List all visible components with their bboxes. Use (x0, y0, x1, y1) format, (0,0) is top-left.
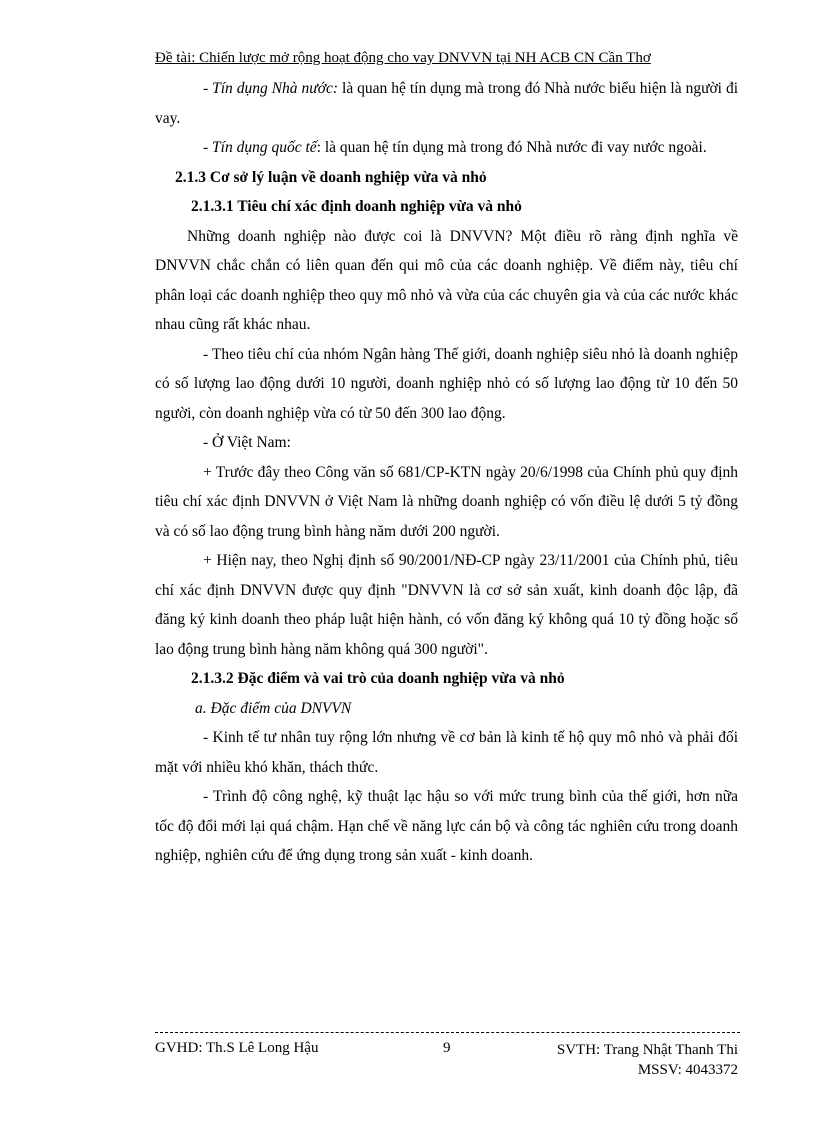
footer-student-name: SVTH: Trang Nhật Thanh Thi (556, 1042, 738, 1058)
footer-supervisor: GVHD: Th.S Lê Long Hậu (155, 1040, 319, 1056)
term-state-credit: - Tín dụng Nhà nước: (203, 80, 339, 97)
document-body (155, 74, 738, 871)
paragraph-world-bank: - Theo tiêu chí của nhóm Ngân hàng Thế giới, doanh nghiệp siêu nhỏ là doanh nghiệp có số lượng lao động dưới 10 người, doanh nghiệp nhỏ có số lượng lao động từ 10 đến 50 người, còn doanh nghiệp vừa có từ 50 đến 300 lao động. (155, 345, 738, 422)
paragraph-international-credit (155, 133, 738, 163)
page-header-title: Đề tài: Chiến lược mở rộng hoạt động cho vay DNVVN tại NH ACB CN Cần Thơ (155, 50, 651, 66)
term-international-credit: - Tín dụng quốc tế (203, 139, 317, 156)
paragraph-text: : là quan hệ tín dụng mà trong đó Nhà nước đi vay nước ngoài. (316, 139, 707, 156)
paragraph-technology: - Trình độ công nghệ, kỹ thuật lạc hậu so với mức trung bình của thế giới, hơn nữa tốc độ đổi mới lại quá chậm. Hạn chế về năng lực cán bộ và công tác nghiên cứu trong doanh nghiệp, nghiên cứu để ứng dụng trong sản xuất - kinh doanh. (155, 788, 738, 864)
paragraph-vietnam: - Ở Việt Nam: (203, 434, 291, 451)
paragraph-state-credit (155, 74, 738, 133)
subheading-characteristics: a. Đặc điểm của DNVVN (195, 699, 352, 717)
section-heading-2-1-3-1: 2.1.3.1 Tiêu chí xác định doanh nghiệp vừa và nhỏ (191, 198, 522, 215)
footer-student-id: MSSV: 4043372 (637, 1062, 738, 1078)
paragraph-definition: Những doanh nghiệp nào được coi là DNVVN? Một điều rõ ràng định nghĩa về DNVVN chắc chắn có liên quan đến qui mô của các doanh nghiệp. Về điểm này, tiêu chí phân loại các doanh nghiệp theo quy mô nhỏ và vừa của các chuyên gia và của các nước khác nhau cũng rất khác nhau. (155, 227, 738, 333)
section-heading-2-1-3-2: 2.1.3.2 Đặc điểm và vai trò của doanh nghiệp vừa và nhỏ (191, 670, 565, 687)
paragraph-private-economy: - Kinh tế tư nhân tuy rộng lớn nhưng về cơ bản là kinh tế hộ quy mô nhỏ và phải đối mặt với nhiều khó khăn, thách thức. (155, 729, 738, 776)
footer-divider (155, 1032, 740, 1033)
paragraph-previous-criteria: + Trước đây theo Công văn số 681/CP-KTN ngày 20/6/1998 của Chính phủ quy định tiêu chí xác định DNVVN ở Việt Nam là những doanh nghiệp có vốn điều lệ dưới 5 tỷ đồng và có số lao động trung bình hàng năm dưới 200 người. (155, 463, 738, 540)
paragraph-text: là quan hệ tín dụng mà trong đó Nhà nước biểu hiện là người đi vay. (155, 80, 738, 127)
footer-student-info (540, 1040, 738, 1080)
page-number: 9 (443, 1040, 451, 1056)
paragraph-current-criteria: + Hiện nay, theo Nghị định số 90/2001/NĐ-CP ngày 23/11/2001 của Chính phủ, tiêu chí xác định DNVVN được quy định "DNVVN là cơ sở sản xuất, kinh doanh độc lập, đã đăng ký kinh doanh theo pháp luật hiện hành, có vốn đăng ký không quá 10 tỷ đồng hoặc số lao động trung bình hàng năm không quá 300 người". (155, 552, 738, 658)
section-heading-2-1-3: 2.1.3 Cơ sở lý luận về doanh nghiệp vừa và nhỏ (175, 168, 487, 186)
